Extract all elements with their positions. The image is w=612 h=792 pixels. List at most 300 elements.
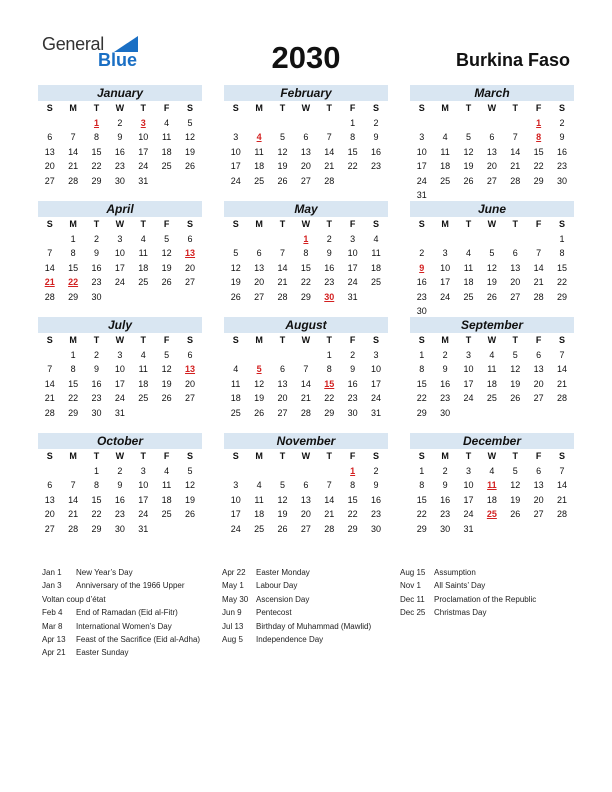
day-cell: 19 <box>230 277 241 287</box>
empty-cell <box>247 116 270 131</box>
holiday-entry <box>400 566 536 579</box>
day-cell: 4 <box>256 480 262 490</box>
day-cell: 22 <box>324 393 335 403</box>
day-grid <box>224 449 388 536</box>
day-cell: 23 <box>371 509 382 519</box>
day-cell: 25 <box>230 407 241 418</box>
day-cell: 15 <box>91 146 102 157</box>
day-cell: 10 <box>371 364 382 374</box>
day-cell: 31 <box>463 523 474 534</box>
day-cell: 11 <box>463 262 474 273</box>
holiday-date: Dec 25 <box>400 608 426 618</box>
day-cell: 2 <box>117 465 123 476</box>
month-april <box>38 201 202 304</box>
day-cell: 21 <box>44 393 55 403</box>
empty-cell <box>504 116 527 131</box>
day-cell: 18 <box>371 262 382 273</box>
day-cell: 17 <box>230 161 241 171</box>
day-cell: 7 <box>536 248 542 258</box>
day-cell: 23 <box>440 393 451 403</box>
day-grid <box>38 101 202 188</box>
weekday-label: M <box>255 335 263 345</box>
logo-text-blue: Blue <box>98 50 138 70</box>
empty-cell <box>294 464 317 479</box>
weekday-label: W <box>301 219 311 229</box>
day-cell: 19 <box>185 494 196 505</box>
empty-cell <box>527 232 550 247</box>
day-cell: 24 <box>114 393 125 403</box>
holiday-day: 21 <box>44 277 55 287</box>
weekday-label: W <box>487 451 497 461</box>
day-cell: 9 <box>117 132 123 142</box>
weekday-label: F <box>349 451 356 461</box>
day-cell: 1 <box>559 233 565 244</box>
day-cell: 12 <box>161 248 172 258</box>
holiday-entry <box>222 593 371 606</box>
day-cell: 14 <box>44 262 55 273</box>
day-cell: 23 <box>557 161 568 171</box>
day-cell: 15 <box>347 146 358 157</box>
day-cell: 23 <box>440 509 451 519</box>
holiday-name: Proclamation of the Republic <box>434 594 537 604</box>
day-cell: 13 <box>510 262 521 273</box>
day-cell: 6 <box>279 364 285 374</box>
holiday-name: All Saints’ Day <box>434 581 486 591</box>
weekday-label: T <box>512 335 518 345</box>
day-cell: 11 <box>371 248 381 258</box>
day-cell: 28 <box>557 509 568 519</box>
month-title: March <box>410 85 574 101</box>
holiday-day: 3 <box>140 117 146 128</box>
day-grid <box>410 217 574 319</box>
empty-cell <box>480 116 503 131</box>
day-cell: 7 <box>303 364 309 374</box>
day-cell: 5 <box>164 233 170 244</box>
day-cell: 14 <box>277 262 288 273</box>
day-cell: 30 <box>114 523 125 534</box>
empty-cell <box>457 116 480 131</box>
day-cell: 10 <box>138 480 149 490</box>
holiday-name: Pentecost <box>256 608 292 618</box>
holiday-date: Apr 22 <box>222 568 246 577</box>
day-cell: 13 <box>277 378 288 389</box>
day-cell: 2 <box>117 117 123 128</box>
day-cell: 30 <box>557 175 568 186</box>
day-cell: 22 <box>91 161 102 171</box>
day-cell: 13 <box>300 494 311 505</box>
day-cell: 30 <box>371 523 382 534</box>
weekday-label: S <box>418 219 425 229</box>
day-cell: 26 <box>185 161 196 171</box>
weekday-label: T <box>326 335 332 345</box>
holiday-name: New Year’s Day <box>76 568 133 577</box>
day-cell: 15 <box>557 262 568 273</box>
weekday-label: W <box>301 103 311 113</box>
day-cell: 31 <box>138 523 149 534</box>
day-cell: 19 <box>254 393 265 403</box>
day-cell: 7 <box>279 248 285 258</box>
day-cell: 5 <box>489 248 495 258</box>
day-cell: 25 <box>463 291 474 302</box>
day-cell: 29 <box>300 291 311 302</box>
holiday-name: Easter Monday <box>256 568 310 577</box>
day-cell: 15 <box>416 378 427 389</box>
weekday-label: S <box>373 103 380 113</box>
day-cell: 30 <box>416 306 427 316</box>
day-cell: 16 <box>91 378 102 389</box>
day-cell: 24 <box>347 277 358 287</box>
day-cell: 4 <box>442 132 448 142</box>
day-cell: 21 <box>324 161 335 171</box>
holiday-day: 22 <box>68 277 79 287</box>
day-cell: 25 <box>161 509 172 519</box>
weekday-label: M <box>69 451 77 461</box>
empty-cell <box>318 116 341 131</box>
empty-cell <box>433 116 456 131</box>
day-cell: 2 <box>559 117 565 128</box>
empty-cell <box>480 232 503 247</box>
day-cell: 18 <box>138 378 149 389</box>
empty-cell <box>247 348 270 363</box>
weekday-label: M <box>255 451 263 461</box>
day-cell: 23 <box>416 291 427 302</box>
day-cell: 10 <box>114 364 125 374</box>
empty-cell <box>433 232 456 247</box>
holiday-day: 8 <box>536 132 542 142</box>
day-cell: 11 <box>254 494 264 505</box>
day-cell: 27 <box>254 291 265 302</box>
day-cell: 8 <box>303 248 309 258</box>
day-cell: 2 <box>93 349 99 360</box>
weekday-label: T <box>465 451 472 461</box>
weekday-label: T <box>465 219 472 229</box>
weekday-label: M <box>441 103 449 113</box>
day-cell: 24 <box>138 161 149 171</box>
day-cell: 22 <box>533 161 544 171</box>
day-cell: 28 <box>510 175 521 186</box>
holiday-name: International Women’s Day <box>76 621 172 631</box>
weekday-label: F <box>349 335 356 345</box>
day-cell: 27 <box>533 509 544 519</box>
day-cell: 30 <box>440 523 451 534</box>
day-cell: 12 <box>277 494 288 505</box>
day-cell: 27 <box>486 175 497 186</box>
day-cell: 11 <box>440 146 450 157</box>
day-cell: 30 <box>91 407 102 418</box>
day-cell: 5 <box>279 132 285 142</box>
day-cell: 3 <box>442 248 448 258</box>
day-cell: 2 <box>326 233 332 244</box>
holiday-entry <box>42 566 202 579</box>
day-cell: 24 <box>416 175 427 186</box>
month-march <box>410 85 574 203</box>
day-cell: 31 <box>416 190 427 200</box>
day-cell: 26 <box>277 523 288 534</box>
month-title: May <box>224 201 388 217</box>
day-cell: 25 <box>138 277 149 287</box>
day-cell: 11 <box>231 378 241 389</box>
holiday-name: Christmas Day <box>434 608 487 618</box>
weekday-label: S <box>46 103 53 113</box>
weekday-label: T <box>512 451 518 461</box>
month-title: February <box>224 85 388 101</box>
day-cell: 17 <box>416 161 427 171</box>
day-grid <box>224 217 388 304</box>
day-cell: 12 <box>254 378 265 389</box>
day-cell: 6 <box>256 248 262 258</box>
day-cell: 17 <box>440 277 451 287</box>
day-cell: 21 <box>324 509 335 519</box>
day-cell: 3 <box>465 349 471 360</box>
day-cell: 13 <box>533 364 544 374</box>
holiday-name: Independence Day <box>256 634 324 644</box>
day-cell: 13 <box>254 262 265 273</box>
day-cell: 17 <box>114 378 125 389</box>
day-cell: 19 <box>510 378 521 389</box>
day-cell: 4 <box>489 465 495 476</box>
day-cell: 26 <box>463 175 474 186</box>
holiday-entry <box>42 620 202 633</box>
day-cell: 12 <box>230 262 241 273</box>
weekday-label: T <box>512 219 518 229</box>
day-cell: 19 <box>486 277 497 287</box>
day-cell: 23 <box>114 161 125 171</box>
holiday-day: 30 <box>324 291 335 302</box>
holiday-name: Assumption <box>434 568 476 577</box>
day-cell: 26 <box>510 509 521 519</box>
day-cell: 3 <box>419 132 425 142</box>
day-grid <box>224 101 388 188</box>
day-cell: 28 <box>557 393 568 403</box>
day-cell: 3 <box>117 233 123 244</box>
holiday-date: Nov 1 <box>400 581 421 591</box>
day-cell: 26 <box>185 509 196 519</box>
weekday-label: S <box>559 103 566 113</box>
day-cell: 16 <box>347 378 358 389</box>
day-cell: 6 <box>536 465 542 476</box>
day-cell: 3 <box>373 349 379 360</box>
day-cell: 12 <box>185 132 196 142</box>
day-cell: 16 <box>324 262 335 273</box>
holiday-entry <box>400 593 536 606</box>
day-cell: 10 <box>347 248 358 258</box>
day-cell: 2 <box>93 233 99 244</box>
day-cell: 25 <box>161 161 172 171</box>
day-cell: 16 <box>440 494 451 505</box>
day-cell: 19 <box>161 378 172 389</box>
day-cell: 18 <box>254 161 265 171</box>
day-cell: 4 <box>465 248 471 258</box>
weekday-label: F <box>163 103 170 113</box>
day-cell: 19 <box>277 161 288 171</box>
day-cell: 26 <box>277 175 288 186</box>
day-cell: 22 <box>416 509 427 519</box>
day-cell: 31 <box>371 407 382 418</box>
day-cell: 26 <box>486 291 497 302</box>
month-november <box>224 433 388 536</box>
weekday-label: S <box>373 335 380 345</box>
holiday-entry <box>222 566 371 579</box>
holiday-name: Birthday of Muhammad (Mawlid) <box>256 621 372 631</box>
day-cell: 28 <box>68 523 79 534</box>
day-cell: 6 <box>536 349 542 360</box>
day-cell: 14 <box>300 378 311 389</box>
day-cell: 4 <box>140 233 146 244</box>
day-cell: 28 <box>277 291 288 302</box>
day-cell: 11 <box>138 248 148 258</box>
month-august <box>224 317 388 420</box>
weekday-label: F <box>163 335 170 345</box>
day-cell: 7 <box>47 248 53 258</box>
day-cell: 19 <box>185 146 196 157</box>
day-cell: 8 <box>559 248 565 258</box>
day-cell: 17 <box>138 494 149 505</box>
day-cell: 18 <box>138 262 149 273</box>
day-cell: 17 <box>347 262 358 273</box>
calendar-year: 2030 <box>271 40 341 75</box>
empty-cell <box>271 464 294 479</box>
holiday-date: Jan 1 <box>42 568 62 577</box>
day-cell: 13 <box>486 146 497 157</box>
weekday-label: W <box>487 219 497 229</box>
holiday-date: Jul 13 <box>222 621 244 631</box>
day-cell: 21 <box>557 378 568 389</box>
day-cell: 12 <box>161 364 172 374</box>
weekday-label: T <box>93 451 100 461</box>
day-cell: 3 <box>117 349 123 360</box>
holiday-name: Feast of the Sacrifice (Eid al-Adha) <box>76 634 201 644</box>
weekday-label: W <box>487 335 497 345</box>
day-cell: 24 <box>230 175 241 186</box>
weekday-label: T <box>93 335 100 345</box>
day-cell: 17 <box>114 262 125 273</box>
day-cell: 24 <box>138 509 149 519</box>
day-cell: 2 <box>373 117 379 128</box>
day-cell: 14 <box>324 146 335 157</box>
day-cell: 8 <box>350 480 356 490</box>
day-cell: 11 <box>161 480 172 490</box>
holiday-entry <box>42 579 202 606</box>
day-cell: 3 <box>233 480 239 490</box>
day-cell: 9 <box>350 364 356 374</box>
day-cell: 17 <box>463 494 474 505</box>
holiday-day: 1 <box>93 117 99 128</box>
day-cell: 20 <box>185 378 196 389</box>
day-cell: 10 <box>463 364 474 374</box>
weekday-label: M <box>255 103 263 113</box>
weekday-label: M <box>441 219 449 229</box>
weekday-label: T <box>465 335 472 345</box>
day-cell: 7 <box>559 465 565 476</box>
day-cell: 25 <box>440 175 451 186</box>
weekday-label: T <box>326 103 332 113</box>
day-cell: 27 <box>533 393 544 403</box>
weekday-label: F <box>535 103 542 113</box>
day-cell: 27 <box>44 175 55 186</box>
day-cell: 5 <box>512 465 518 476</box>
weekday-label: S <box>418 103 425 113</box>
day-cell: 5 <box>187 117 193 128</box>
day-cell: 16 <box>371 146 382 157</box>
day-cell: 10 <box>416 146 427 157</box>
holiday-name: Labour Day <box>256 581 298 591</box>
weekday-label: S <box>418 335 425 345</box>
day-cell: 21 <box>557 494 568 505</box>
weekday-label: T <box>140 103 146 113</box>
day-cell: 21 <box>68 161 79 171</box>
day-cell: 10 <box>230 494 241 505</box>
day-cell: 5 <box>279 480 285 490</box>
month-may <box>224 201 388 304</box>
day-cell: 27 <box>277 407 288 418</box>
day-cell: 28 <box>44 291 55 302</box>
day-cell: 22 <box>91 509 102 519</box>
day-cell: 10 <box>138 132 149 142</box>
day-grid <box>38 333 202 420</box>
day-cell: 13 <box>300 146 311 157</box>
day-cell: 10 <box>463 480 474 490</box>
day-cell: 20 <box>277 393 288 403</box>
day-grid <box>38 217 202 304</box>
holiday-day: 1 <box>350 465 356 476</box>
holiday-entry <box>222 606 371 619</box>
day-cell: 30 <box>440 407 451 418</box>
weekday-label: W <box>301 451 311 461</box>
holiday-date: May 30 <box>222 594 249 604</box>
day-cell: 17 <box>463 378 474 389</box>
day-cell: 29 <box>416 523 427 534</box>
day-grid <box>410 449 574 536</box>
day-cell: 25 <box>254 175 265 186</box>
weekday-label: W <box>301 335 311 345</box>
day-cell: 19 <box>510 494 521 505</box>
day-cell: 30 <box>114 175 125 186</box>
empty-cell <box>247 232 270 247</box>
day-cell: 8 <box>93 132 99 142</box>
weekday-label: M <box>69 103 77 113</box>
holiday-name: Ascension Day <box>256 594 310 604</box>
day-cell: 4 <box>489 349 495 360</box>
day-cell: 14 <box>68 494 79 505</box>
empty-cell <box>224 232 247 247</box>
weekday-label: S <box>187 335 194 345</box>
holiday-entry <box>42 633 202 646</box>
logo-text-general: General <box>42 34 104 54</box>
day-cell: 16 <box>114 494 125 505</box>
holiday-date: Mar 8 <box>42 621 63 631</box>
day-cell: 1 <box>419 465 425 476</box>
day-cell: 14 <box>510 146 521 157</box>
weekday-label: S <box>187 103 194 113</box>
day-cell: 5 <box>233 248 239 258</box>
holiday-date: Feb 4 <box>42 608 63 618</box>
day-cell: 25 <box>254 523 265 534</box>
day-cell: 6 <box>187 233 193 244</box>
day-cell: 26 <box>510 393 521 403</box>
day-cell: 27 <box>510 291 521 302</box>
day-grid <box>38 449 202 536</box>
day-cell: 25 <box>371 277 382 287</box>
day-cell: 19 <box>463 161 474 171</box>
day-cell: 5 <box>512 349 518 360</box>
day-cell: 24 <box>440 291 451 302</box>
day-cell: 15 <box>347 494 358 505</box>
holiday-day: 13 <box>185 364 196 374</box>
day-cell: 8 <box>70 364 76 374</box>
day-cell: 26 <box>161 393 172 403</box>
weekday-label: T <box>279 451 286 461</box>
empty-cell <box>224 464 247 479</box>
